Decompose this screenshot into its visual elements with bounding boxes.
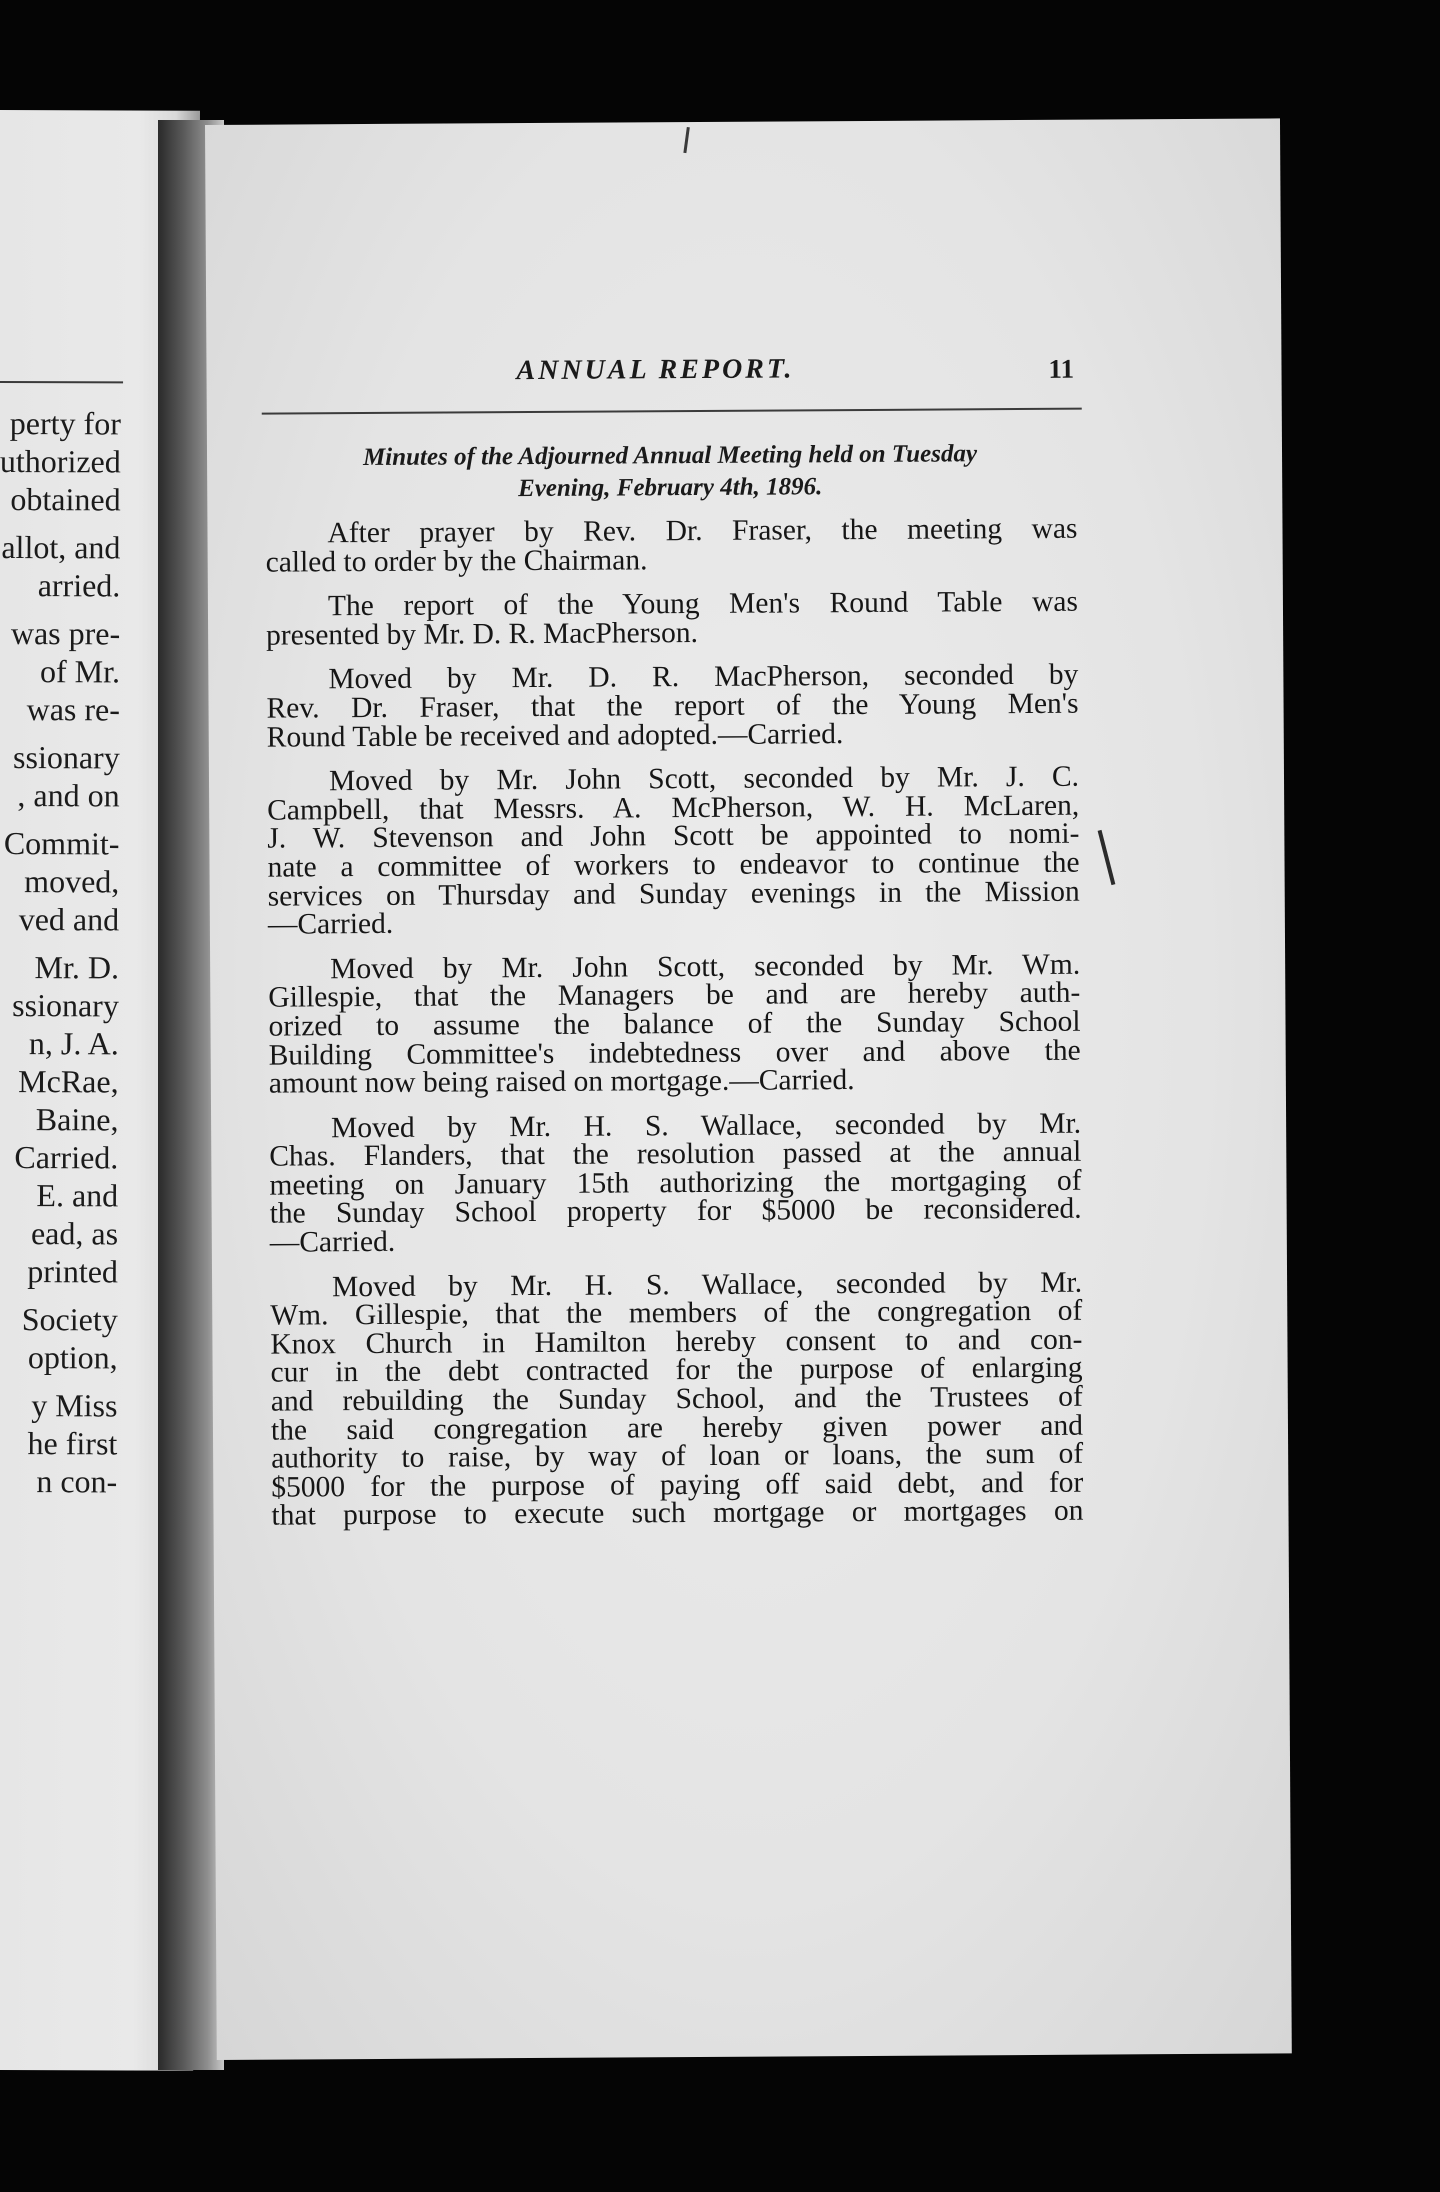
paragraph-line: Round Table be received and adopted.—Carried. bbox=[266, 717, 844, 754]
left-page-line: obtained bbox=[10, 481, 121, 518]
left-page-line: y Miss bbox=[31, 1387, 118, 1424]
left-page-line: of Mr. bbox=[39, 653, 121, 690]
paragraph-line: The report of the Young Men's Round Table was bbox=[327, 585, 1079, 623]
running-title: ANNUAL REPORT. bbox=[516, 353, 795, 387]
paragraph-line: Moved by Mr. H. S. Wallace, seconded by Mr. bbox=[332, 1266, 1083, 1303]
left-page-line: E. and bbox=[36, 1177, 119, 1214]
paragraph-line: Gillespie, that the Managers be and are hereby auth- bbox=[268, 976, 1081, 1014]
left-page-line: printed bbox=[27, 1253, 119, 1290]
left-page-text bbox=[0, 404, 121, 1500]
left-page-line: arried. bbox=[37, 567, 121, 604]
paragraph-line: After prayer by Rev. Dr. Fraser, the meeting was bbox=[327, 512, 1078, 550]
heading-line: Evening, February 4th, 1896. bbox=[518, 473, 823, 503]
minutes-paragraph bbox=[267, 760, 1080, 941]
left-page-line: Carried. bbox=[14, 1139, 119, 1176]
left-page-line: n con- bbox=[36, 1463, 118, 1500]
left-page-line: ssionary bbox=[13, 739, 120, 776]
left-page-line: was pre- bbox=[10, 615, 121, 652]
paragraph-line: Moved by Mr. John Scott, seconded by Mr. J. C. bbox=[328, 760, 1080, 798]
paragraph-line: orized to assume the balance of the Sunday School bbox=[268, 1005, 1081, 1043]
paragraph-line: Moved by Mr. John Scott, seconded by Mr. Wm. bbox=[330, 948, 1081, 985]
minutes-paragraph bbox=[269, 1109, 1082, 1257]
left-page-line: option, bbox=[27, 1339, 118, 1376]
paragraph-line: called to order by the Chairman. bbox=[265, 543, 648, 579]
header-rule bbox=[262, 408, 1082, 415]
left-page-line: McRae, bbox=[18, 1063, 119, 1100]
paragraph-line: that purpose to execute such mortgage or mortgages on bbox=[271, 1495, 1084, 1533]
left-page-line: uthorized bbox=[0, 443, 121, 480]
left-page-line: he first bbox=[27, 1425, 118, 1462]
minutes-paragraph bbox=[268, 950, 1081, 1098]
paragraph-line: J. W. Stevenson and John Scott be appointed to nomi- bbox=[267, 818, 1080, 855]
margin-pencil-mark bbox=[1098, 830, 1116, 885]
paragraph-line: $5000 for the purpose of paying off said debt, and for bbox=[271, 1466, 1084, 1504]
paragraph-line: —Carried. bbox=[269, 1225, 396, 1259]
paragraph-line: Campbell, that Messrs. A. McPherson, W. H. McLaren, bbox=[267, 789, 1080, 827]
paragraph-line: cur in the debt contracted for the purpose of enlarging bbox=[270, 1352, 1083, 1390]
left-page-line: perty for bbox=[9, 405, 121, 442]
left-page-line: Commit- bbox=[3, 825, 120, 862]
page-number: 11 bbox=[1048, 353, 1075, 384]
page-header bbox=[206, 350, 1281, 397]
paragraph-line: Rev. Dr. Fraser, that the report of the Young Men's bbox=[266, 687, 1079, 725]
minutes-paragraph bbox=[270, 1266, 1084, 1533]
left-page-line: ved and bbox=[18, 901, 120, 938]
minutes-paragraph bbox=[266, 585, 1079, 652]
left-page-line: Baine, bbox=[35, 1101, 119, 1138]
paragraph-line: Wm. Gillespie, that the members of the congregation of bbox=[270, 1294, 1083, 1332]
paragraph-line: authority to raise, by way of loan or loans, the sum of bbox=[271, 1437, 1084, 1475]
left-page-line: was re- bbox=[26, 691, 120, 728]
paragraph-line: Moved by Mr. D. R. MacPherson, seconded by bbox=[328, 659, 1079, 696]
left-page-line: moved, bbox=[24, 863, 120, 900]
left-page-rule bbox=[0, 381, 123, 383]
paragraph-line: Knox Church in Hamilton hereby consent to and con- bbox=[270, 1323, 1083, 1361]
paragraph-line: and rebuilding the Sunday School, and the Trustees of bbox=[270, 1380, 1083, 1418]
paragraph-line: services on Thursday and Sunday evenings in the Mission bbox=[267, 875, 1080, 913]
paragraph-line: amount now being raised on mortgage.—Carried. bbox=[268, 1064, 855, 1100]
right-page bbox=[205, 118, 1292, 2060]
paragraph-line: meeting on January 15th authorizing the mortgaging of bbox=[269, 1164, 1082, 1202]
left-page-line: allot, and bbox=[1, 529, 121, 566]
left-page-line: ssionary bbox=[12, 987, 119, 1024]
left-page-line: Society bbox=[21, 1301, 118, 1338]
paragraph-line: nate a committee of workers to endeavor to continue the bbox=[267, 846, 1080, 884]
heading-line: Minutes of the Adjourned Annual Meeting held on Tuesday bbox=[362, 440, 978, 472]
paragraph-line: the said congregation are hereby given power and bbox=[270, 1409, 1084, 1447]
page-blemish bbox=[683, 127, 689, 153]
minutes-paragraph bbox=[265, 512, 1078, 579]
minutes-heading bbox=[265, 438, 1075, 507]
minutes-paragraph bbox=[266, 661, 1079, 752]
paragraph-line: Building Committee's indebtedness over and above the bbox=[268, 1034, 1081, 1072]
left-page-line: Mr. D. bbox=[34, 949, 120, 986]
paragraph-line: —Carried. bbox=[267, 907, 394, 941]
paragraph-line: Moved by Mr. H. S. Wallace, seconded by Mr. bbox=[331, 1107, 1082, 1144]
left-page-line: n, J. A. bbox=[28, 1025, 119, 1062]
paragraph-line: presented by Mr. D. R. MacPherson. bbox=[266, 616, 699, 652]
paragraph-line: the Sunday School property for $5000 be reconsidered. bbox=[269, 1193, 1082, 1231]
left-page-line: ead, as bbox=[30, 1215, 119, 1252]
paragraph-line: Chas. Flanders, that the resolution passed at the annual bbox=[269, 1135, 1082, 1173]
minutes-body bbox=[265, 512, 1084, 1547]
left-page-line: , and on bbox=[17, 777, 120, 814]
